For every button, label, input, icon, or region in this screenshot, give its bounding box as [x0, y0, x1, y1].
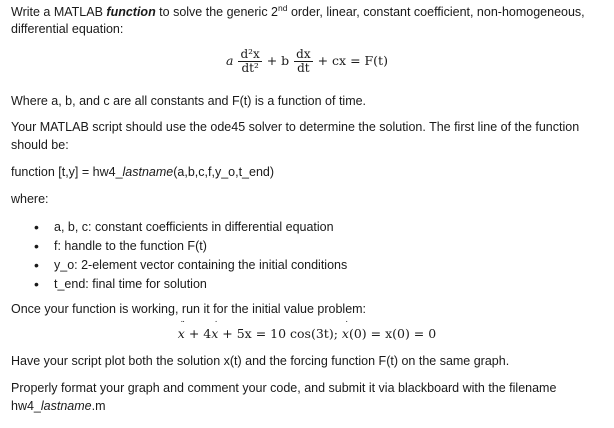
intro-sup: nd [278, 2, 288, 13]
intro-bold-word: function [106, 5, 156, 19]
parameter-list [20, 218, 347, 294]
eq-a: a [226, 53, 234, 68]
intro-part1: Write a MATLAB [11, 5, 107, 19]
eq2-tail: (0) = x(0) = 0 [348, 326, 437, 341]
eq-frac2-num: dx [296, 47, 311, 61]
function-prefix: function [t,y] = hw4_ [11, 165, 123, 179]
eq-plus-b: + b [266, 53, 290, 68]
filename-italic: lastname [40, 399, 92, 413]
initial-value-problem [0, 326, 614, 341]
filename-suffix: .m [91, 399, 106, 413]
list-item: • a, b, c: constant coefficients in differential equation [20, 218, 347, 237]
eq2-mid1: + 4 [184, 326, 212, 341]
eq2-x-dot-ic: x ˙ [342, 326, 349, 341]
eq-frac2-den: dt [297, 61, 310, 75]
list-item: • y_o: 2-element vector containing the initial conditions [20, 256, 347, 275]
intro-line-1 [11, 2, 585, 20]
eq-frac1-den: dt² [241, 61, 259, 75]
plot-line: Have your script plot both the solution x(t) and the forcing function F(t) on the same graph. [11, 354, 510, 368]
format-para-line-1: Properly format your graph and comment your code, and submit it via blackboard with the filename [11, 381, 557, 395]
where-label: where: [11, 192, 49, 206]
differential-equation [0, 48, 614, 75]
list-item: • f: handle to the function F(t) [20, 237, 347, 256]
eq2-x-ddot: x ¨ [178, 326, 185, 341]
function-suffix: (a,b,c,f,y_o,t_end) [173, 165, 275, 179]
script-para-line-2: should be: [11, 138, 69, 152]
function-italic: lastname [122, 165, 174, 179]
eq-fraction-second-derivative [238, 48, 261, 75]
eq-fraction-first-derivative [294, 48, 312, 75]
eq2-x-dot: x ˙ [211, 326, 218, 341]
intro-line-2: differential equation: [11, 22, 124, 36]
list-item: • t_end: final time for solution [20, 275, 347, 294]
once-line: Once your function is working, run it for the initial value problem: [11, 302, 367, 316]
format-para-line-2 [11, 399, 106, 414]
eq-rest: + cx = F(t) [317, 53, 388, 68]
intro-part2: to solve the generic 2 [155, 5, 278, 19]
intro-part3: order, linear, constant coefficient, non-homogeneous, [287, 5, 585, 19]
script-para-line-1: Your MATLAB script should use the ode45 solver to determine the solution. The first line of the function [11, 120, 580, 134]
filename-prefix: hw4_ [11, 399, 41, 413]
eq2-rest: + 5x = 10 cos(3t); [218, 326, 342, 341]
eq-frac1-num: d²x [240, 47, 260, 61]
where-line: Where a, b, and c are all constants and F(t) is a function of time. [11, 94, 367, 108]
function-signature [11, 165, 274, 180]
